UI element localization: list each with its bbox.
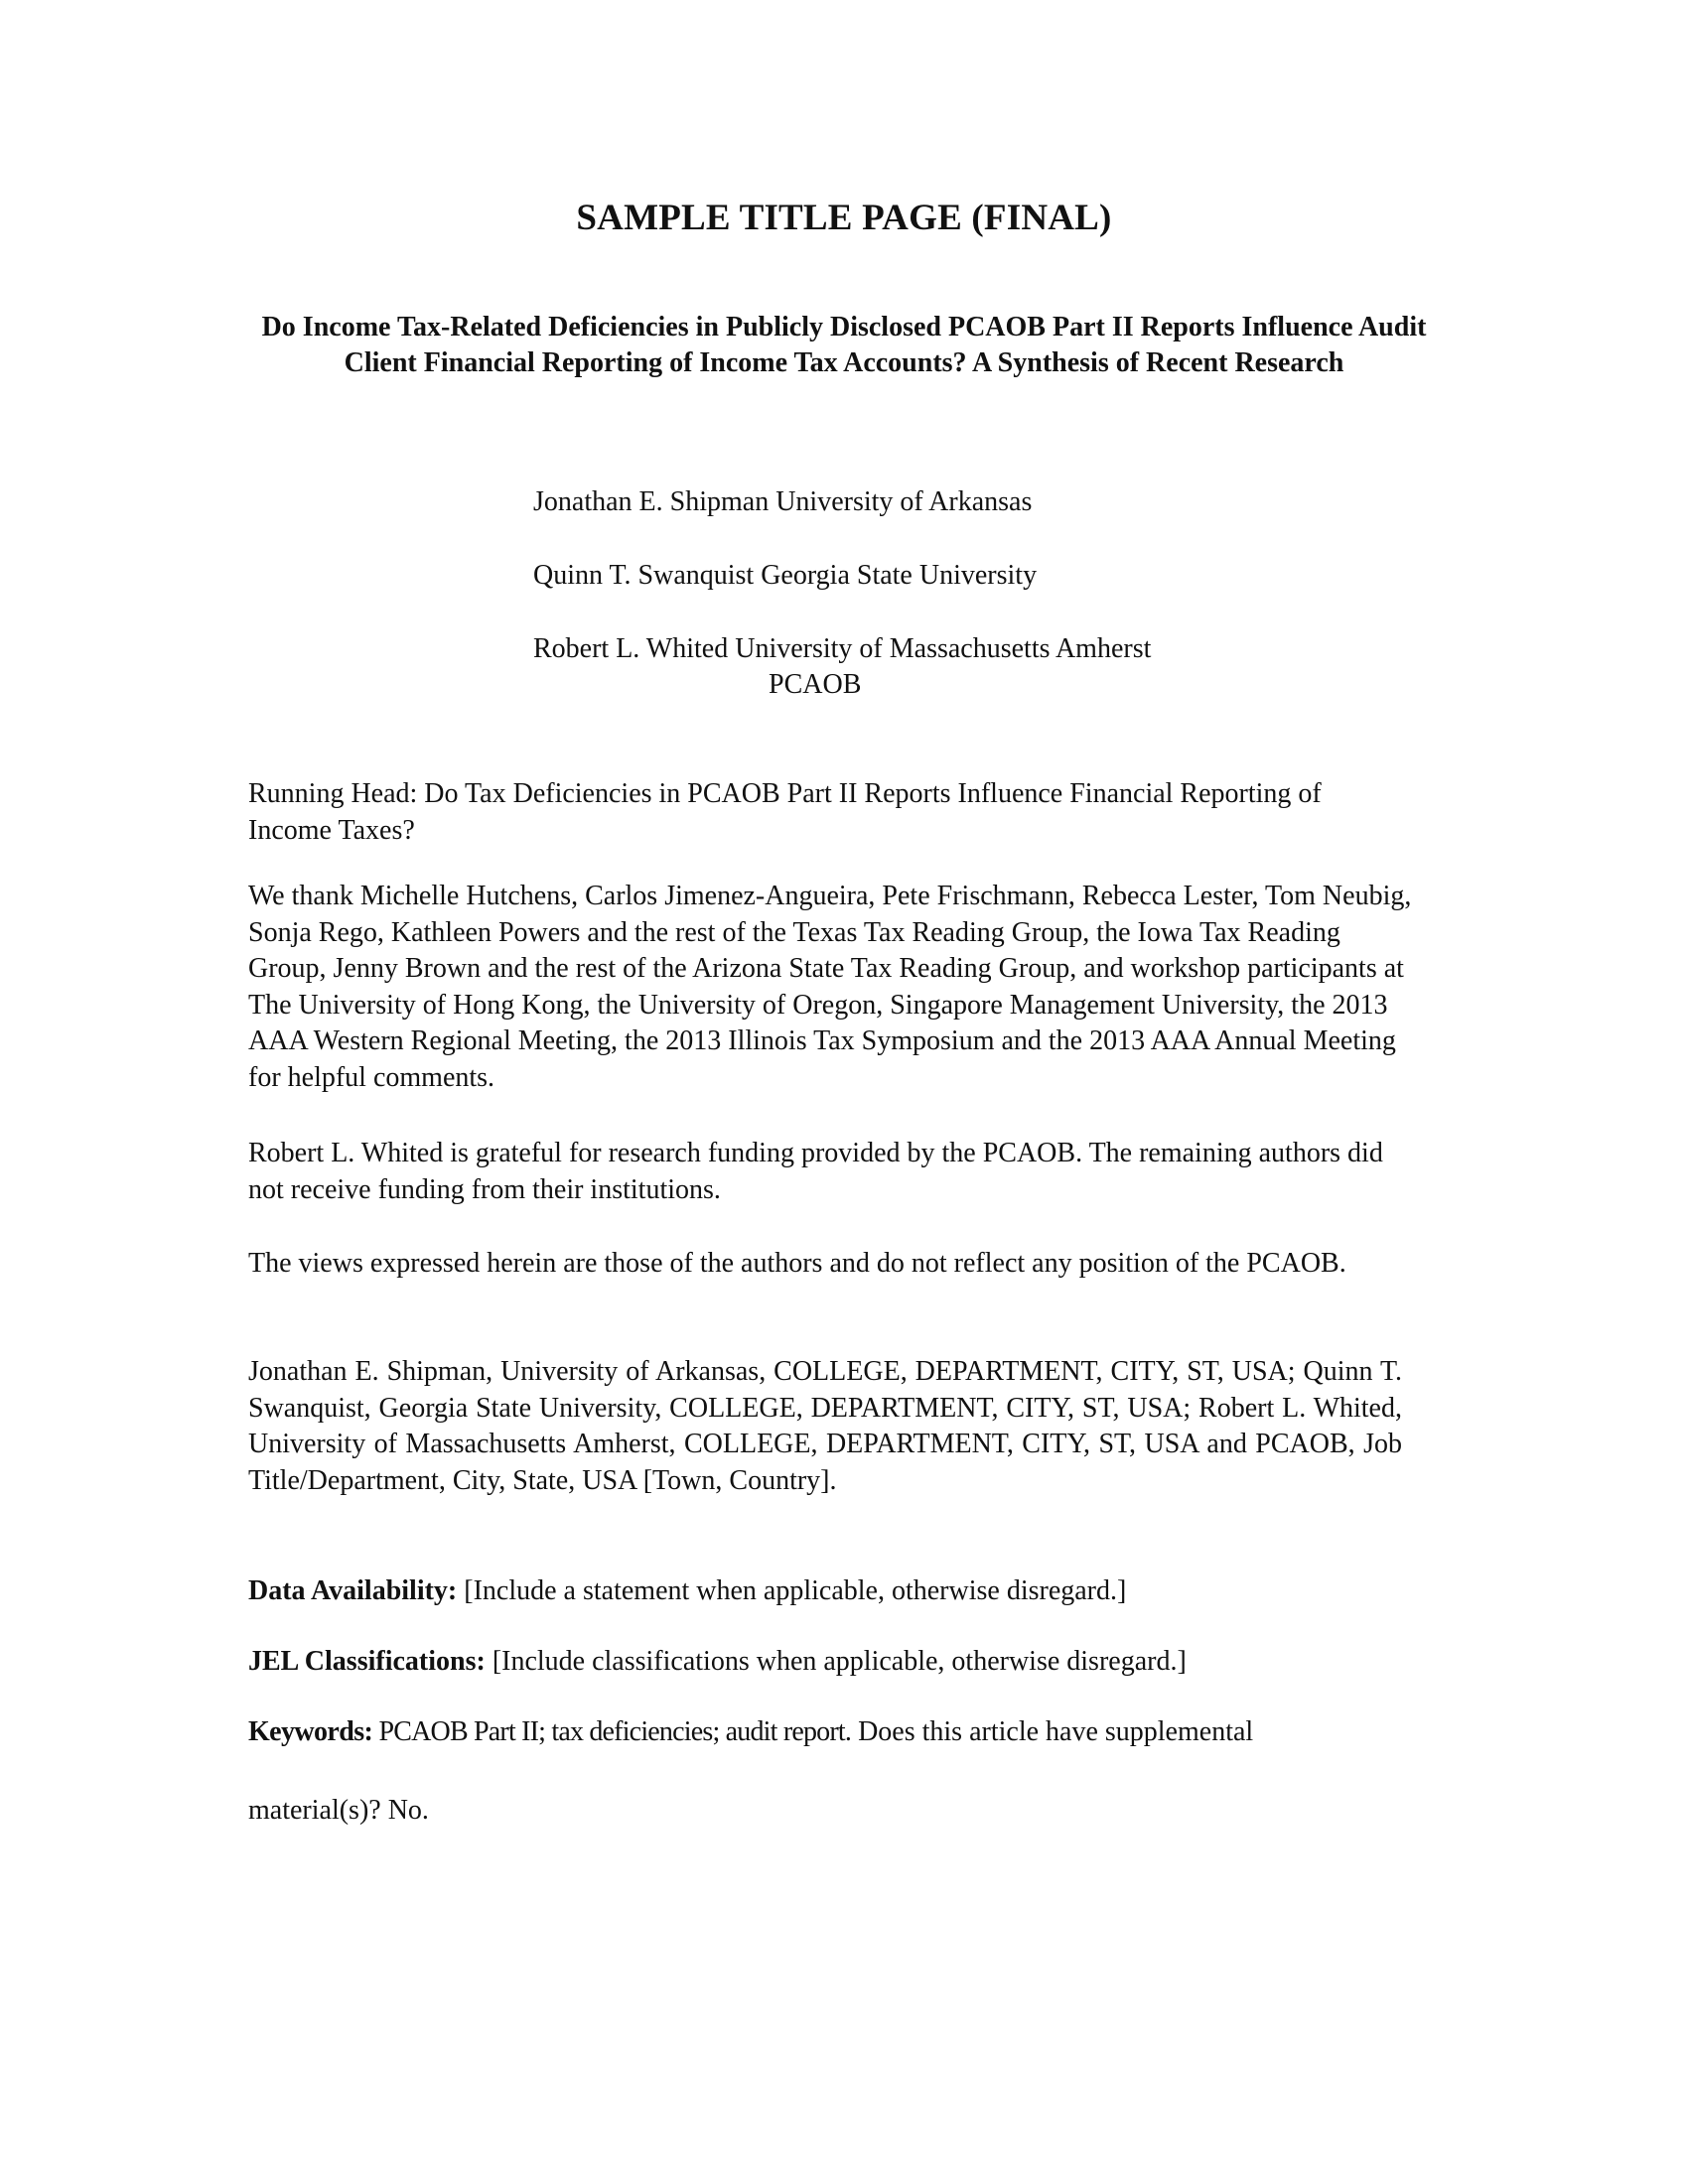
running-head: Running Head: Do Tax Deficiencies in PCAOB Part II Reports Influence Financial Reporting of Income Taxes? <box>248 778 1322 846</box>
page-heading: SAMPLE TITLE PAGE (FINAL) <box>576 198 1112 238</box>
keywords-text: PCAOB Part II; tax deficiencies; audit report. <box>372 1716 852 1747</box>
views-disclaimer: The views expressed herein are those of the authors and do not reflect any position of the PCAOB. <box>248 1248 1346 1279</box>
author-3-extra-affiliation: PCAOB <box>769 669 862 700</box>
author-addresses: Jonathan E. Shipman, University of Arkansas, COLLEGE, DEPARTMENT, CITY, ST, USA; Quinn T. Swanquist, Georgia State University, COLLEGE, DEPARTMENT, CITY, ST, USA; Robert L. Whited, University of Massachusetts Amherst, COLLEGE, DEPARTMENT, CITY, ST, USA and PCAOB, Job Title/Department, City, State, USA [Town, Country]. <box>248 1356 1402 1496</box>
keywords-label: Keywords: <box>248 1716 373 1747</box>
jel-text: [Include classifications when applicable, otherwise disregard.] <box>485 1646 1187 1677</box>
author-2: Quinn T. Swanquist Georgia State University <box>533 560 1038 591</box>
supplemental-question: Does this article have supplemental <box>851 1716 1254 1747</box>
funding-statement: Robert L. Whited is grateful for research funding provided by the PCAOB. The remaining authors did not receive funding from their institutions. <box>248 1138 1383 1205</box>
data-availability-label: Data Availability: <box>248 1575 458 1606</box>
author-3: Robert L. Whited University of Massachusetts Amherst <box>533 633 1152 664</box>
data-availability-text: [Include a statement when applicable, otherwise disregard.] <box>457 1575 1127 1606</box>
author-1: Jonathan E. Shipman University of Arkansas <box>533 486 1033 517</box>
paper-title: Do Income Tax-Related Deficiencies in Publicly Disclosed PCAOB Part II Reports Influence Audit Client Financial Reporting of Income Tax Accounts? A Synthesis of Recent Research <box>261 312 1427 378</box>
data-availability <box>248 1573 1400 1610</box>
jel-label: JEL Classifications: <box>248 1646 486 1677</box>
acknowledgments: We thank Michelle Hutchens, Carlos Jimenez-Angueira, Pete Frischmann, Rebecca Lester, Tom Neubig, Sonja Rego, Kathleen Powers and the rest of the Texas Tax Reading Group, the Iowa Tax Reading Group, Jenny Brown and the rest of the Arizona State Tax Reading Group, and workshop participants at The University of Hong Kong, the University of Oregon, Singapore Management University, the 2013 AAA Western Regional Meeting, the 2013 Illinois Tax Symposium and the 2013 AAA Annual Meeting for helpful comments. <box>248 881 1412 1093</box>
supplemental-answer: material(s)? No. <box>248 1795 429 1826</box>
jel-classifications <box>248 1644 1400 1681</box>
keywords <box>248 1714 1400 1751</box>
